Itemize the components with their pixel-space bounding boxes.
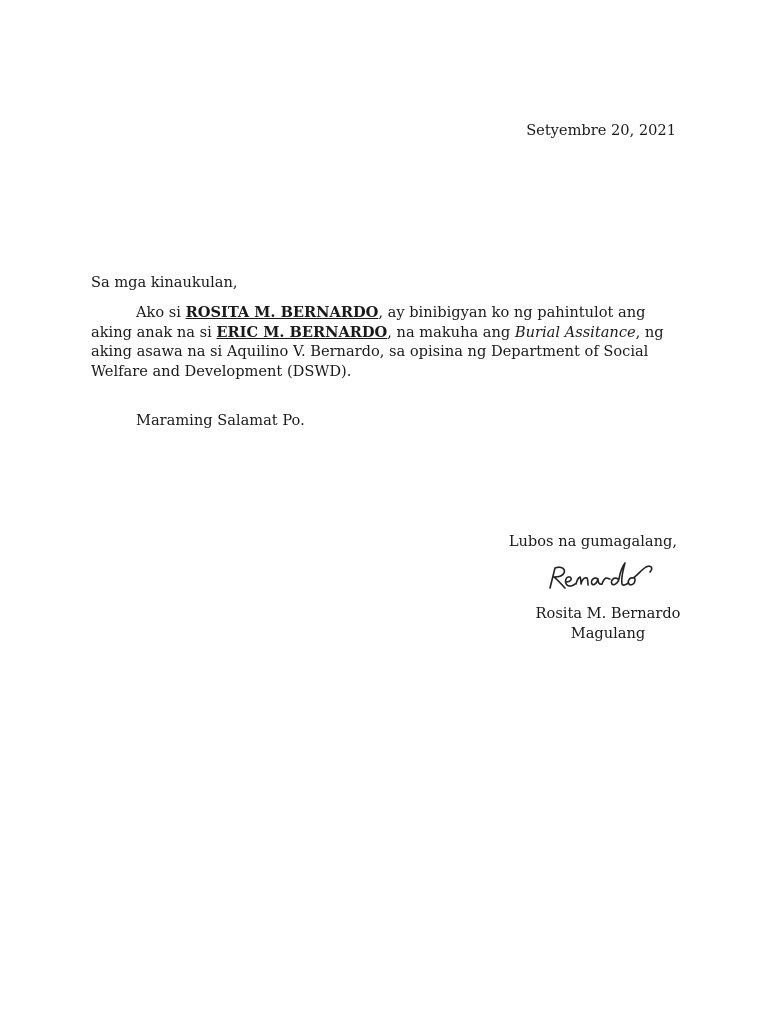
body-text-1: Ako si [136,304,186,321]
child-name: ERIC M. BERNARDO [216,323,388,341]
letter-date: Setyembre 20, 2021 [526,122,676,139]
body-text-2: , ay binibigyan ko ng pahintulot ang aking anak na si [91,304,646,341]
body-text-3: , na makuha ang [387,323,515,341]
signer-title: Magulang [570,625,646,642]
body-text-4: , ng aking asawa na si Aquilino V. Bernardo, sa opisina ng Department of Social Welfare and Development (DSWD). [91,323,664,380]
parent-name: ROSITA M. BERNARDO [185,304,379,321]
signature-image [538,558,680,598]
closing-line: Lubos na gumagalang, [508,533,677,550]
assistance-type: Burial Assitance [514,323,636,341]
signer-block [520,604,696,644]
salutation: Sa mga kinaukulan, [91,274,238,291]
thanks-line: Maraming Salamat Po. [136,412,305,429]
letter-body [91,303,691,381]
signer-name: Rosita M. Bernardo [535,605,681,622]
